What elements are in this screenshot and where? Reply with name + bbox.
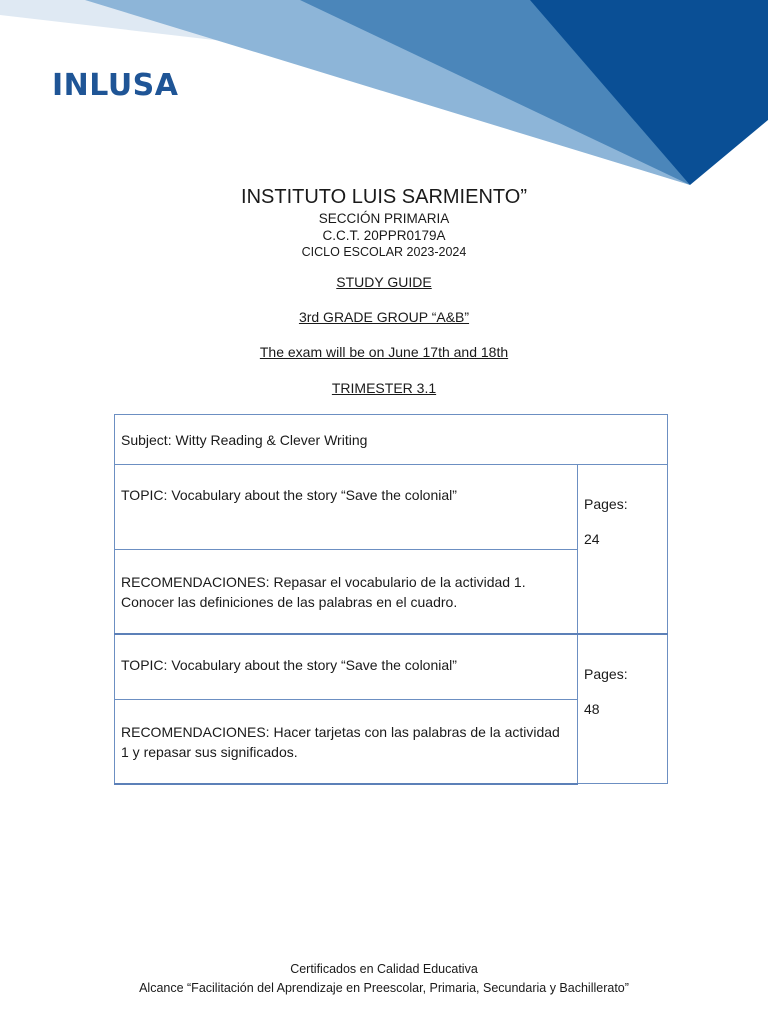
- footer-certification: Certificados en Calidad Educativa: [290, 962, 478, 976]
- topic-text: Vocabulary about the story “Save the colonial”: [171, 656, 457, 673]
- footer-scope: Alcance “Facilitación del Aprendizaje en Preescolar, Primaria, Secundaria y Bachillerato”: [139, 981, 629, 995]
- school-name: INSTITUTO LUIS SARMIENTO”: [241, 186, 527, 208]
- grade-group: 3rd GRADE GROUP “A&B”: [298, 309, 470, 325]
- guide-title: STUDY GUIDE: [336, 274, 432, 290]
- trimester: TRIMESTER 3.1: [331, 380, 437, 396]
- topic-cell: [115, 465, 578, 550]
- pages-value: 24: [584, 531, 600, 547]
- topic-label: TOPIC:: [121, 487, 168, 503]
- subject-cell: Subject: Witty Reading & Clever Writing: [115, 415, 668, 465]
- school-cycle: CICLO ESCOLAR 2023-2024: [301, 245, 467, 259]
- school-section: SECCIÓN PRIMARIA: [318, 211, 450, 226]
- pages-value: 48: [584, 700, 600, 717]
- footer: [0, 960, 768, 998]
- inlusa-logo: INLUSA: [52, 68, 179, 103]
- recommendations-cell: RECOMENDACIONES: Hacer tarjetas con las palabras de la actividad 1 y repasar sus significados.: [115, 700, 578, 784]
- topic-label: TOPIC:: [121, 656, 168, 673]
- exam-date: The exam will be on June 17th and 18th: [259, 344, 509, 360]
- pages-label: Pages:: [584, 665, 628, 682]
- topic-cell: [115, 634, 578, 700]
- school-cct: C.C.T. 20PPR0179A: [322, 228, 446, 243]
- study-guide-table: [114, 414, 668, 785]
- recommendations-cell: RECOMENDACIONES: Repasar el vocabulario de la actividad 1. Conocer las definiciones de las palabras en el cuadro.: [115, 550, 578, 634]
- topic-text: Vocabulary about the story “Save the colonial”: [171, 487, 457, 503]
- pages-cell: [578, 634, 668, 784]
- pages-cell: [578, 465, 668, 634]
- pages-label: Pages:: [584, 496, 628, 512]
- document-header: [0, 184, 768, 261]
